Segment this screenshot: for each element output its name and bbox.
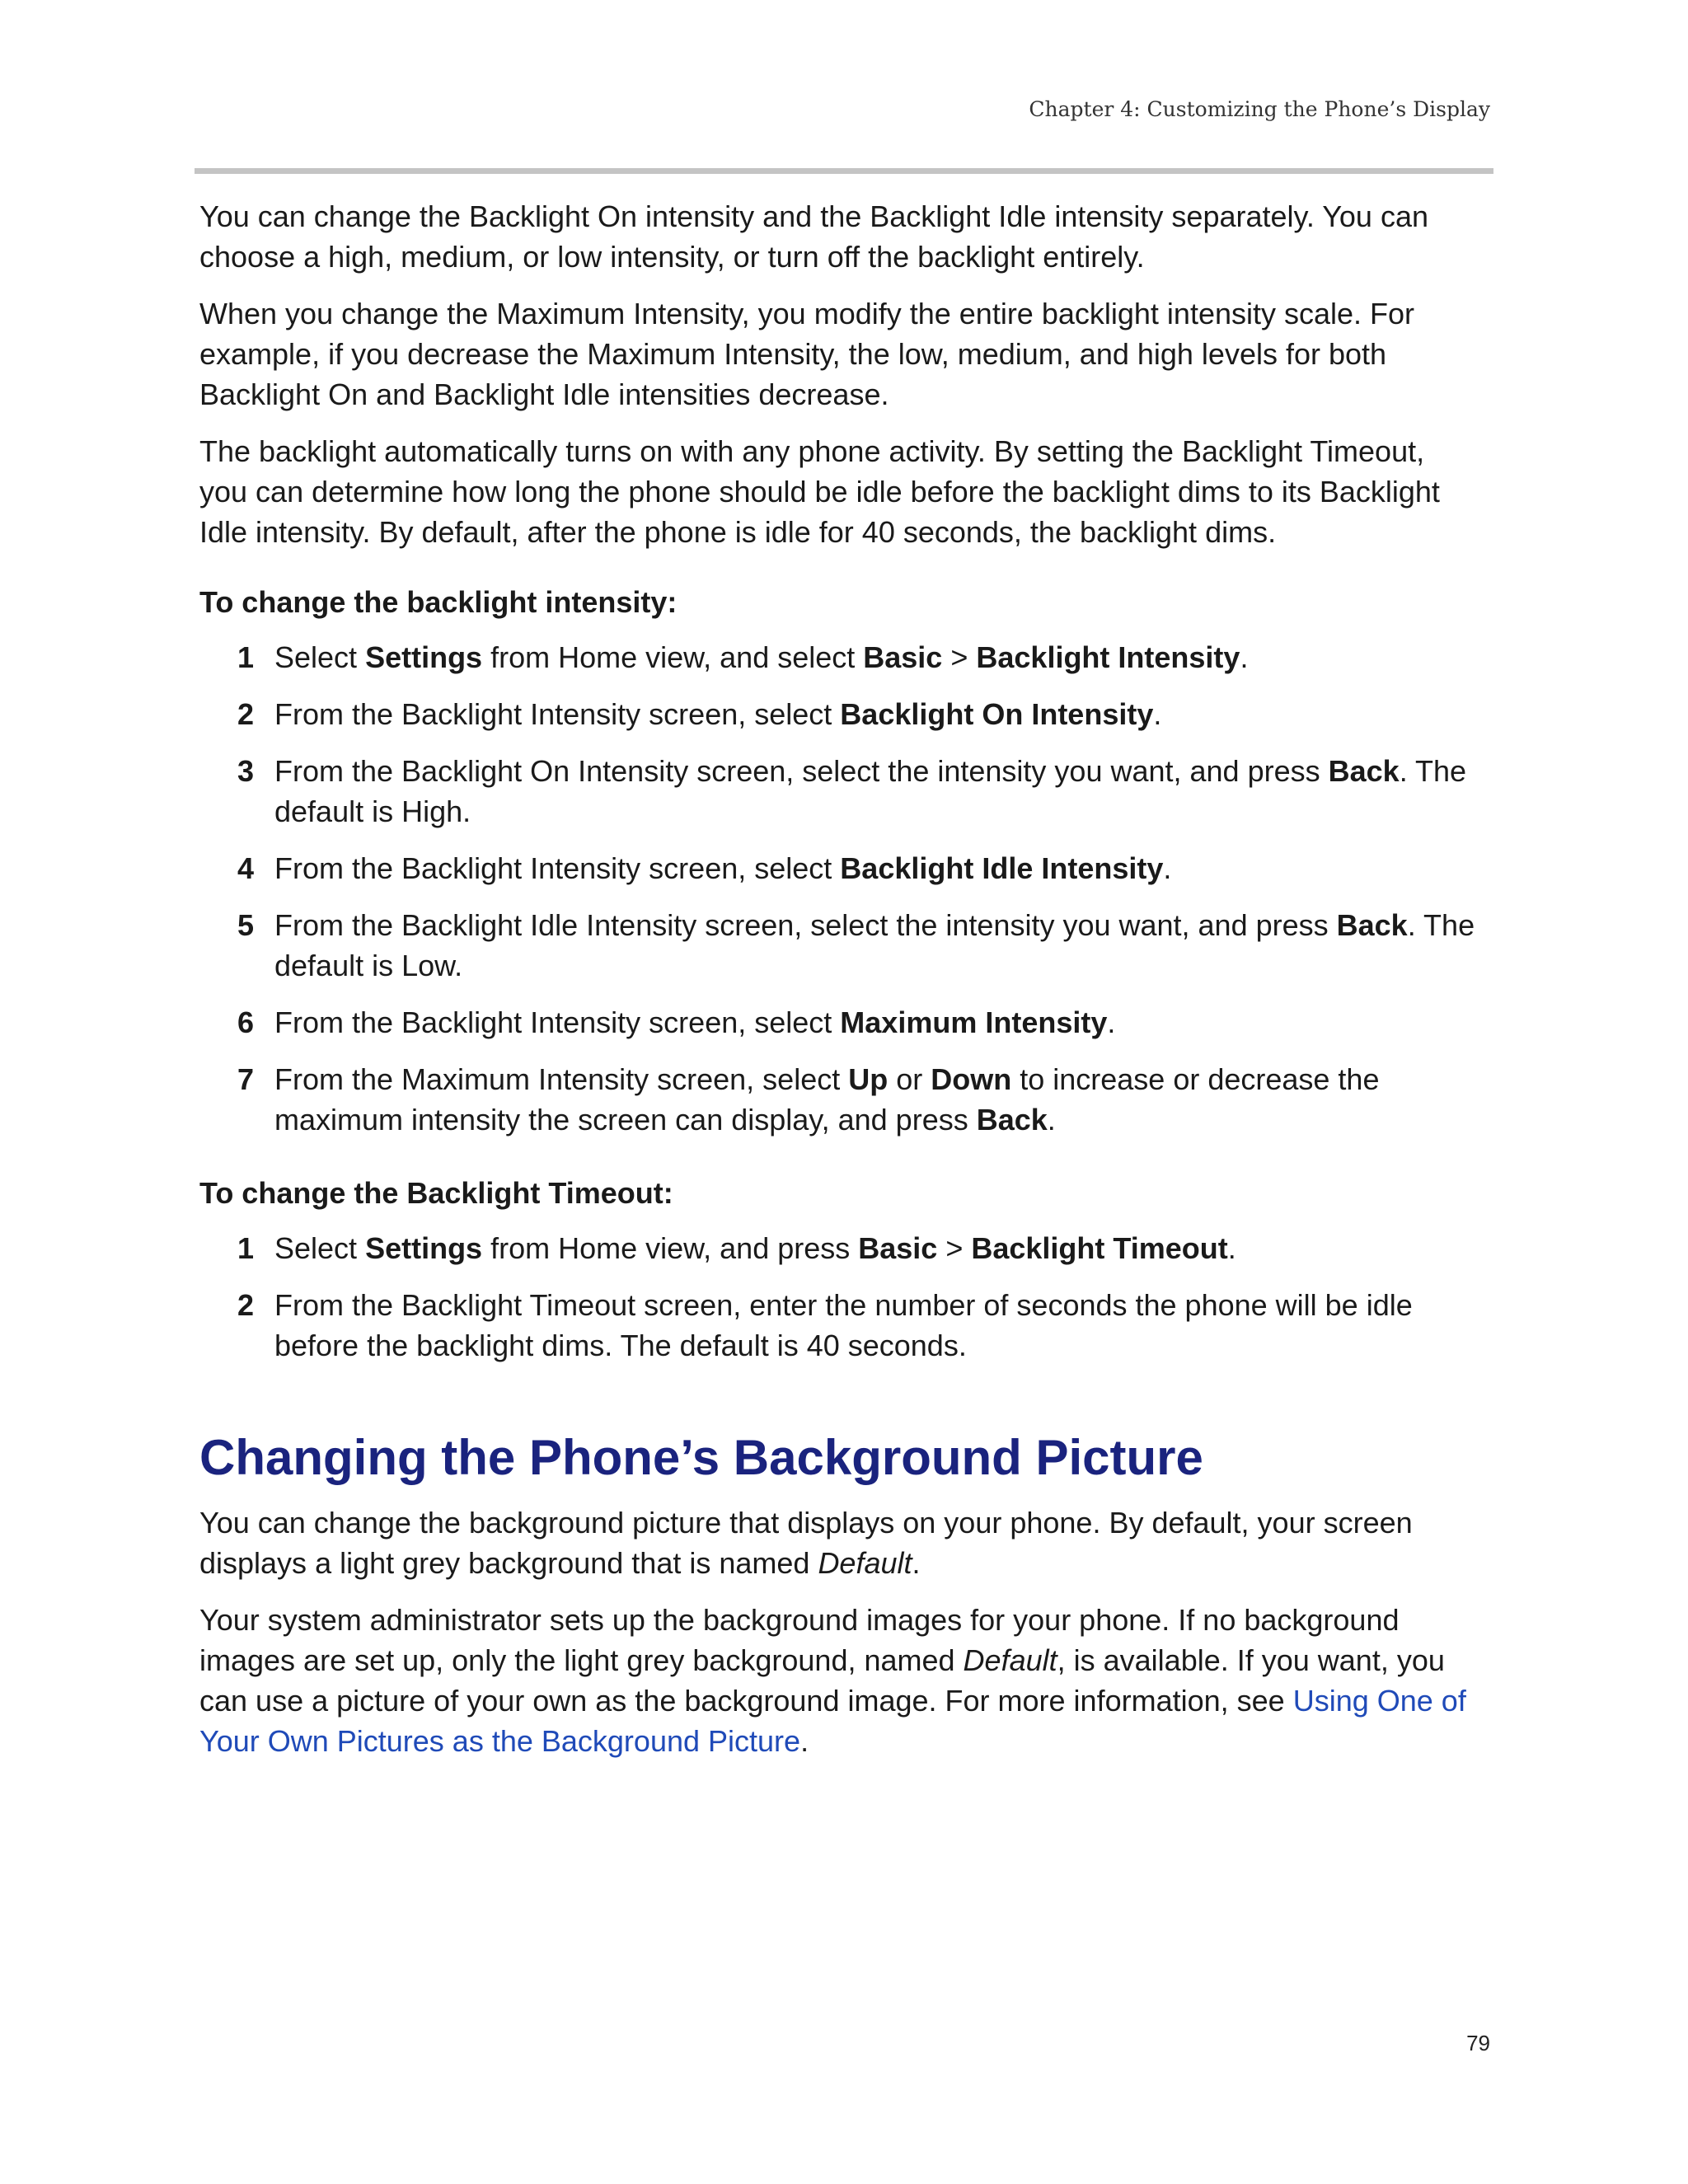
section-title: Changing the Phone’s Background Picture — [199, 1430, 1203, 1485]
step-text: . The default is High. — [274, 754, 1467, 828]
background-paragraph-2 — [199, 1600, 1477, 1761]
step-item — [199, 694, 1477, 734]
cross-reference-link[interactable]: Using One of Your Own Pictures as the Background Picture — [199, 1684, 1466, 1758]
paragraph-text: . — [800, 1724, 809, 1758]
running-header: Chapter 4: Customizing the Phone’s Display — [1029, 97, 1490, 121]
step-text: From the Backlight Intensity screen, select — [274, 697, 841, 731]
step-number: 3 — [237, 754, 255, 788]
steps-intensity — [199, 637, 1477, 1140]
step-text: Select — [274, 640, 366, 674]
step-ui-term: Down — [931, 1062, 1012, 1096]
paragraph-text: , is available. If you want, you can use a picture of your own as the background image. For more information, see — [199, 1643, 1445, 1718]
step-text: Select — [274, 1231, 366, 1265]
step-ui-term: Back — [1328, 754, 1400, 788]
background-paragraph-1 — [199, 1502, 1477, 1583]
step-item — [199, 1285, 1477, 1366]
step-text: to increase or decrease the maximum intensity the screen can display, and press — [274, 1062, 1380, 1137]
step-text: From the Backlight On Intensity screen, select the intensity you want, and press — [274, 754, 1329, 788]
step-text: From the Backlight Timeout screen, enter the number of seconds the phone will be idle before the backlight dims. The default is 40 seconds. — [274, 1288, 1413, 1362]
step-item — [199, 1002, 1477, 1043]
step-item — [199, 1059, 1477, 1140]
italic-term: Default — [818, 1546, 912, 1580]
step-text: From the Backlight Intensity screen, select — [274, 1005, 841, 1039]
step-text: From the Backlight Idle Intensity screen, select the intensity you want, and press — [274, 908, 1337, 942]
page-number: 79 — [1466, 2031, 1490, 2055]
step-number: 7 — [237, 1062, 255, 1096]
step-ui-term: Back — [1336, 908, 1408, 942]
step-text: . — [1107, 1005, 1116, 1039]
step-text: > — [937, 1231, 972, 1265]
step-text: From the Backlight Intensity screen, select — [274, 851, 841, 885]
step-text: . — [1153, 697, 1162, 731]
step-text: or — [888, 1062, 931, 1096]
step-text: . — [1227, 1231, 1236, 1265]
steps-timeout — [199, 1228, 1477, 1366]
step-number: 2 — [237, 1288, 255, 1322]
step-ui-term: Basic — [863, 640, 943, 674]
procedure-heading-intensity: To change the backlight intensity: — [199, 585, 678, 619]
step-text: from Home view, and select — [482, 640, 864, 674]
step-number: 1 — [237, 1231, 255, 1265]
step-ui-term: Backlight Intensity — [976, 640, 1240, 674]
step-number: 6 — [237, 1005, 255, 1039]
step-ui-term: Basic — [858, 1231, 938, 1265]
step-item — [199, 637, 1477, 677]
step-text: > — [942, 640, 977, 674]
step-item — [199, 905, 1477, 986]
step-number: 1 — [237, 640, 255, 674]
paragraph-text: . — [912, 1546, 921, 1580]
step-text: from Home view, and press — [482, 1231, 859, 1265]
step-ui-term: Backlight On Intensity — [840, 697, 1154, 731]
step-ui-term: Settings — [365, 640, 483, 674]
step-item — [199, 751, 1477, 832]
step-ui-term: Backlight Timeout — [971, 1231, 1228, 1265]
paragraph-text: Your system administrator sets up the background images for your phone. If no background images are set up, only the light grey background, named — [199, 1603, 1400, 1677]
step-ui-term: Maximum Intensity — [840, 1005, 1108, 1039]
step-item — [199, 1228, 1477, 1268]
step-number: 2 — [237, 697, 255, 731]
step-text: . — [1047, 1103, 1056, 1137]
step-ui-term: Back — [976, 1103, 1048, 1137]
step-number: 4 — [237, 851, 255, 885]
intro-paragraph-2: When you change the Maximum Intensity, you modify the entire backlight intensity scale. For example, if you decrease the Maximum Intensity, the low, medium, and high levels for both Backlight On and Backlight Idle intensities decrease. — [199, 297, 1415, 411]
step-item — [199, 848, 1477, 888]
page-content — [199, 196, 1477, 1778]
intro-paragraph-1: You can change the Backlight On intensity and the Backlight Idle intensity separately. You can choose a high, medium, or low intensity, or turn off the backlight entirely. — [199, 199, 1428, 274]
intro-paragraph-3: The backlight automatically turns on with any phone activity. By setting the Backlight Timeout, you can determine how long the phone should be idle before the backlight dims to its Backlight Idle intensity. By default, after the phone is idle for 40 seconds, the backlight dims. — [199, 434, 1440, 549]
step-text: From the Maximum Intensity screen, select — [274, 1062, 849, 1096]
step-text: . — [1240, 640, 1249, 674]
step-text: . — [1163, 851, 1172, 885]
step-ui-term: Up — [848, 1062, 889, 1096]
step-ui-term: Backlight Idle Intensity — [840, 851, 1164, 885]
step-text: . The default is Low. — [274, 908, 1475, 982]
header-rule — [195, 168, 1493, 174]
paragraph-text: You can change the background picture that displays on your phone. By default, your screen displays a light grey background that is named — [199, 1506, 1413, 1580]
step-number: 5 — [237, 908, 255, 942]
italic-term: Default — [963, 1643, 1057, 1677]
procedure-heading-timeout: To change the Backlight Timeout: — [199, 1176, 673, 1210]
step-ui-term: Settings — [365, 1231, 483, 1265]
